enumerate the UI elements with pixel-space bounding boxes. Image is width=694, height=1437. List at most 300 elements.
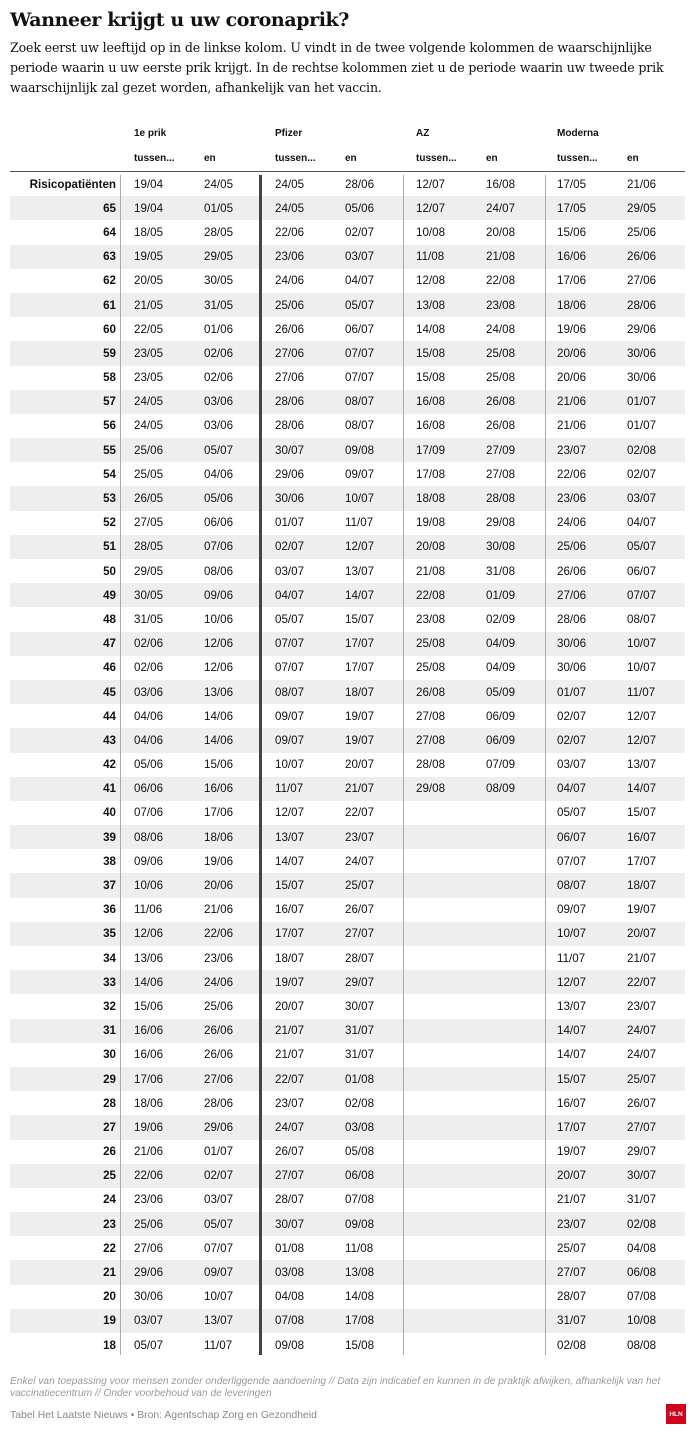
age-cell: 36 bbox=[103, 903, 116, 917]
date-cell: 17/05 bbox=[557, 177, 587, 191]
date-cell: 31/07 bbox=[627, 1193, 657, 1207]
date-cell: 08/07 bbox=[557, 879, 587, 893]
date-cell: 27/06 bbox=[627, 274, 657, 288]
date-cell: 01/08 bbox=[345, 1072, 375, 1086]
date-cell: 07/07 bbox=[204, 1241, 234, 1255]
table-row bbox=[10, 559, 685, 583]
date-cell: 17/08 bbox=[416, 467, 446, 481]
age-cell: 27 bbox=[103, 1120, 116, 1134]
date-cell: 22/08 bbox=[486, 274, 516, 288]
age-cell: 54 bbox=[103, 467, 116, 481]
date-cell: 01/07 bbox=[275, 516, 305, 530]
date-cell: 05/07 bbox=[134, 1338, 164, 1352]
table-row bbox=[10, 946, 685, 970]
date-cell: 13/07 bbox=[557, 999, 587, 1013]
date-cell: 25/07 bbox=[627, 1072, 657, 1086]
date-cell: 04/07 bbox=[345, 274, 375, 288]
date-cell: 15/08 bbox=[345, 1338, 375, 1352]
table-row bbox=[10, 1140, 685, 1164]
date-cell: 25/07 bbox=[557, 1241, 587, 1255]
date-cell: 21/07 bbox=[275, 1024, 305, 1038]
date-cell: 11/08 bbox=[345, 1241, 374, 1255]
date-cell: 12/07 bbox=[627, 709, 657, 723]
date-cell: 21/06 bbox=[204, 903, 234, 917]
date-cell: 03/06 bbox=[204, 395, 234, 409]
date-cell: 29/06 bbox=[275, 467, 305, 481]
date-cell: 14/06 bbox=[204, 733, 234, 747]
table-row bbox=[10, 269, 685, 293]
date-cell: 24/07 bbox=[275, 1120, 305, 1134]
date-cell: 25/06 bbox=[134, 443, 164, 457]
date-cell: 26/06 bbox=[627, 250, 657, 264]
date-cell: 07/08 bbox=[275, 1314, 305, 1328]
date-cell: 11/06 bbox=[134, 903, 163, 917]
date-cell: 19/06 bbox=[134, 1120, 164, 1134]
sub-header: tussen... bbox=[134, 153, 175, 164]
age-cell: 50 bbox=[103, 564, 116, 578]
table-row bbox=[10, 970, 685, 994]
date-cell: 25/06 bbox=[204, 999, 234, 1013]
date-cell: 12/07 bbox=[557, 975, 587, 989]
date-cell: 27/06 bbox=[275, 371, 305, 385]
date-cell: 10/06 bbox=[204, 612, 234, 626]
date-cell: 07/09 bbox=[486, 758, 516, 772]
table-row bbox=[10, 414, 685, 438]
age-cell: 24 bbox=[103, 1193, 116, 1207]
date-cell: 16/06 bbox=[557, 250, 587, 264]
date-cell: 25/08 bbox=[486, 371, 516, 385]
sub-header: tussen... bbox=[416, 153, 457, 164]
date-cell: 02/07 bbox=[557, 709, 587, 723]
date-cell: 05/07 bbox=[204, 443, 234, 457]
table-row bbox=[10, 486, 685, 510]
table-row bbox=[10, 220, 685, 244]
table-row bbox=[10, 1285, 685, 1309]
date-cell: 19/07 bbox=[345, 709, 375, 723]
age-cell: 22 bbox=[103, 1241, 116, 1255]
date-cell: 22/07 bbox=[275, 1072, 305, 1086]
date-cell: 18/07 bbox=[275, 951, 305, 965]
date-cell: 05/08 bbox=[345, 1145, 375, 1159]
date-cell: 14/07 bbox=[345, 588, 375, 602]
date-cell: 17/05 bbox=[557, 201, 587, 215]
date-cell: 11/07 bbox=[275, 782, 304, 796]
date-cell: 03/06 bbox=[134, 685, 164, 699]
age-cell: 49 bbox=[103, 588, 116, 602]
date-cell: 25/07 bbox=[345, 879, 375, 893]
date-cell: 25/05 bbox=[134, 467, 164, 481]
date-cell: 02/07 bbox=[275, 540, 305, 554]
date-cell: 15/06 bbox=[557, 225, 587, 239]
date-cell: 10/08 bbox=[627, 1314, 657, 1328]
date-cell: 16/08 bbox=[416, 419, 446, 433]
table-row bbox=[10, 825, 685, 849]
age-cell: 37 bbox=[103, 879, 116, 893]
date-cell: 31/07 bbox=[345, 1024, 375, 1038]
date-cell: 24/05 bbox=[134, 395, 164, 409]
date-cell: 30/06 bbox=[134, 1290, 164, 1304]
date-cell: 13/07 bbox=[345, 564, 375, 578]
date-cell: 27/07 bbox=[345, 927, 375, 941]
table-row bbox=[10, 1333, 685, 1357]
date-cell: 04/08 bbox=[275, 1290, 305, 1304]
date-cell: 19/05 bbox=[134, 250, 164, 264]
date-cell: 31/07 bbox=[345, 1048, 375, 1062]
date-cell: 22/08 bbox=[416, 588, 446, 602]
table-row bbox=[10, 245, 685, 269]
date-cell: 07/07 bbox=[345, 346, 375, 360]
date-cell: 27/07 bbox=[627, 1120, 657, 1134]
date-cell: 18/05 bbox=[134, 225, 164, 239]
date-cell: 30/07 bbox=[627, 1169, 657, 1183]
date-cell: 28/05 bbox=[204, 225, 234, 239]
date-cell: 17/06 bbox=[557, 274, 587, 288]
date-cell: 09/07 bbox=[204, 1266, 234, 1280]
date-cell: 27/07 bbox=[275, 1169, 305, 1183]
sub-header: en bbox=[486, 153, 498, 164]
date-cell: 18/08 bbox=[416, 492, 446, 506]
date-cell: 02/07 bbox=[557, 733, 587, 747]
date-cell: 03/07 bbox=[557, 758, 587, 772]
sub-header: en bbox=[204, 153, 216, 164]
date-cell: 04/06 bbox=[204, 467, 234, 481]
date-cell: 23/06 bbox=[204, 951, 234, 965]
date-cell: 29/08 bbox=[416, 782, 446, 796]
date-cell: 09/06 bbox=[134, 854, 164, 868]
date-cell: 03/07 bbox=[345, 250, 375, 264]
table-row bbox=[10, 777, 685, 801]
age-cell: 58 bbox=[103, 371, 116, 385]
date-cell: 12/06 bbox=[204, 637, 234, 651]
table-body bbox=[10, 172, 685, 1357]
date-cell: 11/07 bbox=[627, 685, 656, 699]
date-cell: 02/08 bbox=[345, 1096, 375, 1110]
date-cell: 19/07 bbox=[627, 903, 657, 917]
date-cell: 28/08 bbox=[486, 492, 516, 506]
date-cell: 15/08 bbox=[416, 346, 446, 360]
date-cell: 12/07 bbox=[416, 201, 446, 215]
date-cell: 23/07 bbox=[345, 830, 375, 844]
table-row bbox=[10, 1164, 685, 1188]
date-cell: 05/07 bbox=[345, 298, 375, 312]
date-cell: 30/05 bbox=[204, 274, 234, 288]
date-cell: 26/08 bbox=[486, 395, 516, 409]
date-cell: 20/07 bbox=[345, 758, 375, 772]
footnote: Enkel van toepassing voor mensen zonder onderliggende aandoening // Data zijn indicatief en kunnen in de praktijk afwijken, afhankelijk van het vaccinatiecentrum // Onder voorbehoud van de leveringen bbox=[10, 1376, 661, 1399]
date-cell: 05/07 bbox=[204, 1217, 234, 1231]
date-cell: 08/06 bbox=[134, 830, 164, 844]
table-row bbox=[10, 172, 685, 196]
date-cell: 17/06 bbox=[204, 806, 234, 820]
date-cell: 07/08 bbox=[627, 1290, 657, 1304]
date-cell: 13/08 bbox=[345, 1266, 375, 1280]
date-cell: 01/08 bbox=[275, 1241, 305, 1255]
date-cell: 23/06 bbox=[275, 250, 305, 264]
date-cell: 29/06 bbox=[134, 1266, 164, 1280]
date-cell: 10/07 bbox=[627, 661, 657, 675]
date-cell: 08/08 bbox=[627, 1338, 657, 1352]
date-cell: 11/07 bbox=[204, 1338, 233, 1352]
age-cell: 33 bbox=[103, 975, 116, 989]
age-cell: 63 bbox=[103, 250, 116, 264]
date-cell: 05/07 bbox=[627, 540, 657, 554]
date-cell: 04/06 bbox=[134, 709, 164, 723]
date-cell: 03/07 bbox=[134, 1314, 164, 1328]
date-cell: 07/06 bbox=[204, 540, 234, 554]
date-cell: 22/07 bbox=[627, 975, 657, 989]
date-cell: 10/07 bbox=[557, 927, 587, 941]
date-cell: 20/08 bbox=[416, 540, 446, 554]
date-cell: 29/06 bbox=[627, 322, 657, 336]
age-cell: 18 bbox=[103, 1338, 116, 1352]
column-divider bbox=[259, 175, 262, 1355]
date-cell: 21/07 bbox=[345, 782, 375, 796]
sub-header: en bbox=[345, 153, 357, 164]
date-cell: 06/08 bbox=[345, 1169, 375, 1183]
date-cell: 25/08 bbox=[416, 661, 446, 675]
table-row bbox=[10, 1236, 685, 1260]
age-cell: 39 bbox=[103, 830, 116, 844]
date-cell: 27/08 bbox=[416, 733, 446, 747]
date-cell: 03/07 bbox=[627, 492, 657, 506]
date-cell: 15/07 bbox=[275, 879, 305, 893]
date-cell: 24/07 bbox=[345, 854, 375, 868]
date-cell: 01/07 bbox=[557, 685, 587, 699]
date-cell: 07/07 bbox=[557, 854, 587, 868]
date-cell: 27/08 bbox=[416, 709, 446, 723]
date-cell: 21/07 bbox=[275, 1048, 305, 1062]
age-cell: 34 bbox=[103, 951, 116, 965]
date-cell: 30/06 bbox=[557, 637, 587, 651]
sub-header: en bbox=[627, 153, 639, 164]
date-cell: 14/08 bbox=[416, 322, 446, 336]
date-cell: 26/05 bbox=[134, 492, 164, 506]
date-cell: 26/08 bbox=[486, 419, 516, 433]
date-cell: 02/08 bbox=[557, 1338, 587, 1352]
date-cell: 10/06 bbox=[134, 879, 164, 893]
age-cell: 52 bbox=[103, 516, 116, 530]
date-cell: 30/06 bbox=[627, 371, 657, 385]
date-cell: 14/06 bbox=[134, 975, 164, 989]
age-cell: 35 bbox=[103, 927, 116, 941]
date-cell: 17/07 bbox=[345, 637, 375, 651]
date-cell: 21/05 bbox=[134, 298, 164, 312]
date-cell: 06/08 bbox=[627, 1266, 657, 1280]
date-cell: 17/07 bbox=[275, 927, 305, 941]
date-cell: 05/06 bbox=[345, 201, 375, 215]
date-cell: 14/07 bbox=[557, 1024, 587, 1038]
table-row bbox=[10, 1043, 685, 1067]
date-cell: 15/07 bbox=[557, 1072, 587, 1086]
table-row bbox=[10, 1019, 685, 1043]
date-cell: 29/05 bbox=[204, 250, 234, 264]
date-cell: 10/07 bbox=[345, 492, 375, 506]
date-cell: 26/08 bbox=[416, 685, 446, 699]
date-cell: 01/07 bbox=[627, 419, 657, 433]
date-cell: 19/08 bbox=[416, 516, 446, 530]
age-cell: 23 bbox=[103, 1217, 116, 1231]
date-cell: 07/07 bbox=[345, 371, 375, 385]
date-cell: 30/07 bbox=[275, 443, 305, 457]
date-cell: 20/07 bbox=[275, 999, 305, 1013]
date-cell: 28/06 bbox=[275, 395, 305, 409]
table-row bbox=[10, 390, 685, 414]
date-cell: 21/08 bbox=[416, 564, 446, 578]
date-cell: 05/07 bbox=[275, 612, 305, 626]
date-cell: 15/07 bbox=[627, 806, 657, 820]
age-cell: 47 bbox=[103, 637, 116, 651]
date-cell: 26/06 bbox=[557, 564, 587, 578]
date-cell: 22/07 bbox=[345, 806, 375, 820]
date-cell: 02/06 bbox=[204, 346, 234, 360]
date-cell: 03/07 bbox=[275, 564, 305, 578]
date-cell: 04/08 bbox=[627, 1241, 657, 1255]
date-cell: 13/07 bbox=[275, 830, 305, 844]
date-cell: 25/08 bbox=[416, 637, 446, 651]
date-cell: 30/08 bbox=[486, 540, 516, 554]
date-cell: 09/07 bbox=[345, 467, 375, 481]
hln-logo: HLN bbox=[666, 1404, 686, 1424]
date-cell: 12/07 bbox=[275, 806, 305, 820]
date-cell: 27/06 bbox=[204, 1072, 234, 1086]
age-cell: 51 bbox=[103, 540, 116, 554]
group-header-az: AZ bbox=[416, 127, 430, 139]
table-row bbox=[10, 849, 685, 873]
age-cell: 29 bbox=[103, 1072, 116, 1086]
date-cell: 18/07 bbox=[627, 879, 657, 893]
age-cell: 30 bbox=[103, 1048, 116, 1062]
table-row bbox=[10, 922, 685, 946]
date-cell: 26/06 bbox=[204, 1048, 234, 1062]
date-cell: 01/07 bbox=[627, 395, 657, 409]
date-cell: 31/05 bbox=[134, 612, 164, 626]
group-header-moderna: Moderna bbox=[557, 127, 599, 139]
date-cell: 03/07 bbox=[204, 1193, 234, 1207]
date-cell: 12/07 bbox=[627, 733, 657, 747]
date-cell: 15/07 bbox=[345, 612, 375, 626]
table-row bbox=[10, 873, 685, 897]
date-cell: 07/07 bbox=[627, 588, 657, 602]
date-cell: 04/06 bbox=[134, 733, 164, 747]
date-cell: 21/06 bbox=[557, 419, 587, 433]
date-cell: 29/07 bbox=[627, 1145, 657, 1159]
date-cell: 13/07 bbox=[627, 758, 657, 772]
table-row bbox=[10, 1188, 685, 1212]
column-divider bbox=[403, 175, 404, 1355]
age-cell: 62 bbox=[103, 274, 116, 288]
date-cell: 23/06 bbox=[557, 492, 587, 506]
date-cell: 20/07 bbox=[627, 927, 657, 941]
date-cell: 09/07 bbox=[557, 903, 587, 917]
date-cell: 17/06 bbox=[134, 1072, 164, 1086]
date-cell: 28/07 bbox=[275, 1193, 305, 1207]
date-cell: 31/08 bbox=[486, 564, 516, 578]
age-cell: 56 bbox=[103, 419, 116, 433]
date-cell: 10/07 bbox=[275, 758, 305, 772]
date-cell: 16/07 bbox=[275, 903, 305, 917]
table-row bbox=[10, 293, 685, 317]
date-cell: 21/06 bbox=[627, 177, 657, 191]
date-cell: 27/06 bbox=[557, 588, 587, 602]
date-cell: 20/06 bbox=[204, 879, 234, 893]
date-cell: 12/06 bbox=[134, 927, 164, 941]
date-cell: 28/06 bbox=[627, 298, 657, 312]
date-cell: 30/07 bbox=[275, 1217, 305, 1231]
date-cell: 10/07 bbox=[204, 1290, 234, 1304]
date-cell: 13/06 bbox=[204, 685, 234, 699]
date-cell: 09/08 bbox=[345, 443, 375, 457]
date-cell: 20/05 bbox=[134, 274, 164, 288]
date-cell: 23/05 bbox=[134, 371, 164, 385]
table-row bbox=[10, 341, 685, 365]
date-cell: 08/07 bbox=[275, 685, 305, 699]
table-row bbox=[10, 728, 685, 752]
date-cell: 18/07 bbox=[345, 685, 375, 699]
age-cell: 31 bbox=[103, 1024, 116, 1038]
date-cell: 26/06 bbox=[275, 322, 305, 336]
date-cell: 27/06 bbox=[134, 1241, 164, 1255]
date-cell: 11/07 bbox=[345, 516, 374, 530]
date-cell: 02/09 bbox=[486, 612, 516, 626]
date-cell: 18/06 bbox=[204, 830, 234, 844]
date-cell: 19/04 bbox=[134, 201, 164, 215]
table-row bbox=[10, 994, 685, 1018]
date-cell: 26/07 bbox=[345, 903, 375, 917]
date-cell: 23/07 bbox=[627, 999, 657, 1013]
date-cell: 15/08 bbox=[416, 371, 446, 385]
date-cell: 09/06 bbox=[204, 588, 234, 602]
date-cell: 29/07 bbox=[345, 975, 375, 989]
date-cell: 15/06 bbox=[204, 758, 234, 772]
table-row bbox=[10, 607, 685, 631]
date-cell: 24/07 bbox=[486, 201, 516, 215]
date-cell: 24/06 bbox=[204, 975, 234, 989]
date-cell: 02/07 bbox=[204, 1169, 234, 1183]
date-cell: 29/05 bbox=[627, 201, 657, 215]
age-cell: 43 bbox=[103, 733, 116, 747]
date-cell: 07/06 bbox=[134, 806, 164, 820]
date-cell: 09/08 bbox=[345, 1217, 375, 1231]
vaccination-table bbox=[10, 120, 685, 1357]
date-cell: 19/04 bbox=[134, 177, 164, 191]
date-cell: 28/08 bbox=[416, 758, 446, 772]
age-cell: 19 bbox=[103, 1314, 116, 1328]
table-row bbox=[10, 704, 685, 728]
date-cell: 08/09 bbox=[486, 782, 516, 796]
date-cell: 16/06 bbox=[134, 1048, 164, 1062]
table-row bbox=[10, 1115, 685, 1139]
date-cell: 30/06 bbox=[627, 346, 657, 360]
table-row bbox=[10, 366, 685, 390]
table-row bbox=[10, 462, 685, 486]
date-cell: 02/06 bbox=[134, 661, 164, 675]
date-cell: 09/07 bbox=[275, 733, 305, 747]
date-cell: 15/06 bbox=[134, 999, 164, 1013]
date-cell: 04/09 bbox=[486, 637, 516, 651]
date-cell: 19/07 bbox=[275, 975, 305, 989]
intro-text: Zoek eerst uw leeftijd op in de linkse kolom. U vindt in de twee volgende kolommen de waarschijnlijke periode waarin u uw eerste prik krijgt. In de rechtse kolommen ziet u de periode waarin uw tweede prik waarschijnlijk zal gezet worden, afhankelijk van het vaccin. bbox=[10, 40, 664, 95]
date-cell: 07/08 bbox=[345, 1193, 375, 1207]
date-cell: 16/08 bbox=[486, 177, 516, 191]
date-cell: 24/05 bbox=[275, 177, 305, 191]
age-cell: 45 bbox=[103, 685, 116, 699]
date-cell: 06/07 bbox=[557, 830, 587, 844]
table-row bbox=[10, 583, 685, 607]
date-cell: 07/07 bbox=[275, 661, 305, 675]
age-cell: 60 bbox=[103, 322, 116, 336]
date-cell: 23/05 bbox=[134, 346, 164, 360]
table-row bbox=[10, 1309, 685, 1333]
